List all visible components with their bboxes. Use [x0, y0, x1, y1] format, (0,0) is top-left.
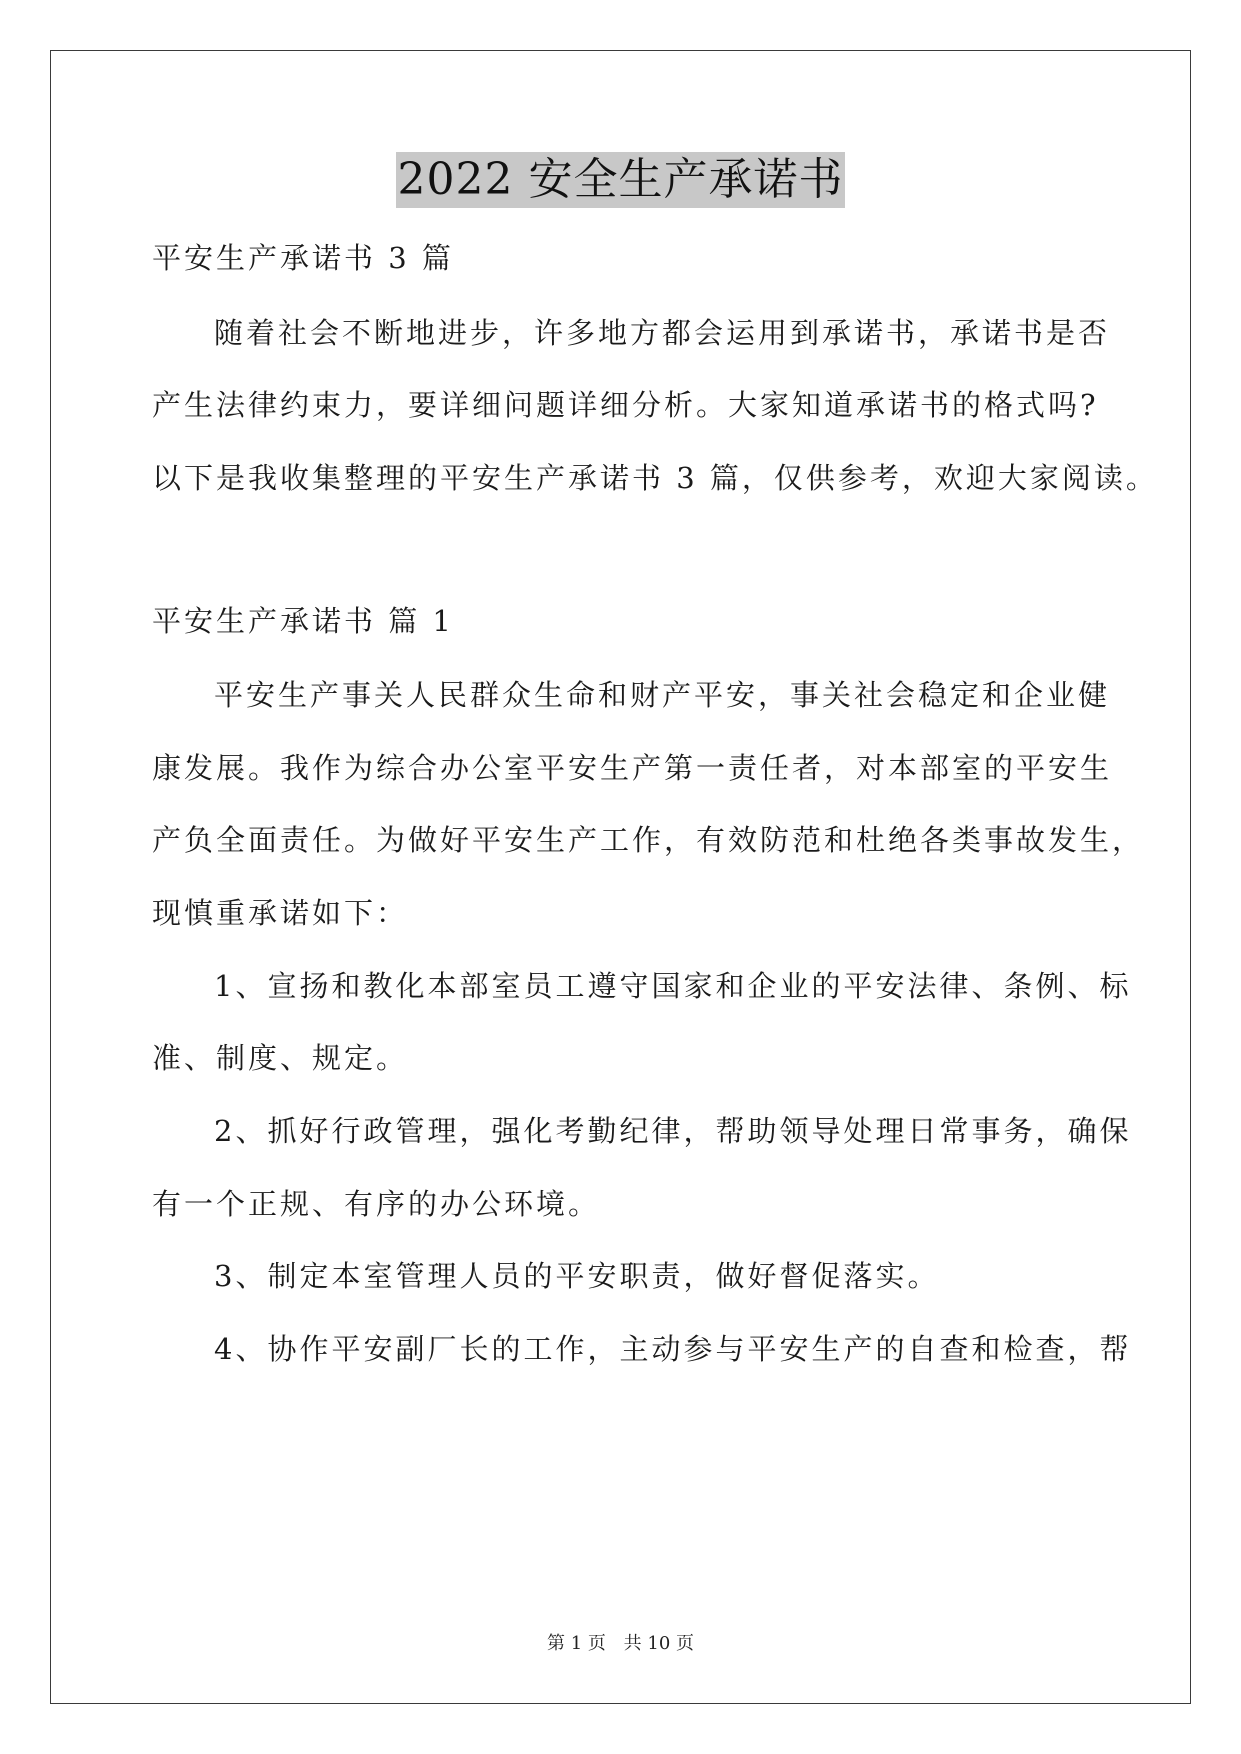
document-title: 2022 安全生产承诺书 — [396, 152, 846, 208]
page-total: 共 10 页 — [623, 1633, 694, 1654]
list-item-4: 4、协作平安副厂长的工作，主动参与平安生产的自查和检查，帮 — [214, 1332, 1132, 1366]
page-number: 第 1 页 — [547, 1633, 606, 1654]
paragraph-line: 平安生产事关人民群众生命和财产平安，事关社会稳定和企业健 — [214, 678, 1111, 712]
section-heading-part1: 平安生产承诺书 篇 1 — [152, 604, 454, 638]
paragraph-line: 随着社会不断地进步，许多地方都会运用到承诺书，承诺书是否 — [214, 316, 1111, 350]
paragraph-line: 现慎重承诺如下： — [152, 896, 409, 930]
page-footer — [0, 1632, 1241, 1656]
list-item-2: 2、抓好行政管理，强化考勤纪律，帮助领导处理日常事务，确保 — [214, 1114, 1132, 1148]
list-item-1: 1、宣扬和教化本部室员工遵守国家和企业的平安法律、条例、标 — [214, 969, 1132, 1003]
paragraph-line: 以下是我收集整理的平安生产承诺书 3 篇，仅供参考，欢迎大家阅读。 — [152, 461, 1158, 495]
paragraph-line: 产生法律约束力，要详细问题详细分析。大家知道承诺书的格式吗? — [152, 388, 1099, 422]
list-item-1-continued: 准、制度、规定。 — [152, 1041, 409, 1075]
page-border — [50, 50, 1191, 1704]
section-heading-intro: 平安生产承诺书 3 篇 — [152, 241, 454, 275]
list-item-2-continued: 有一个正规、有序的办公环境。 — [152, 1187, 601, 1221]
paragraph-line: 康发展。我作为综合办公室平安生产第一责任者，对本部室的平安生 — [152, 751, 1113, 785]
list-item-3: 3、制定本室管理人员的平安职责，做好督促落实。 — [214, 1259, 940, 1293]
paragraph-line: 产负全面责任。为做好平安生产工作，有效防范和杜绝各类事故发生， — [152, 823, 1145, 857]
title-container — [0, 152, 1241, 208]
